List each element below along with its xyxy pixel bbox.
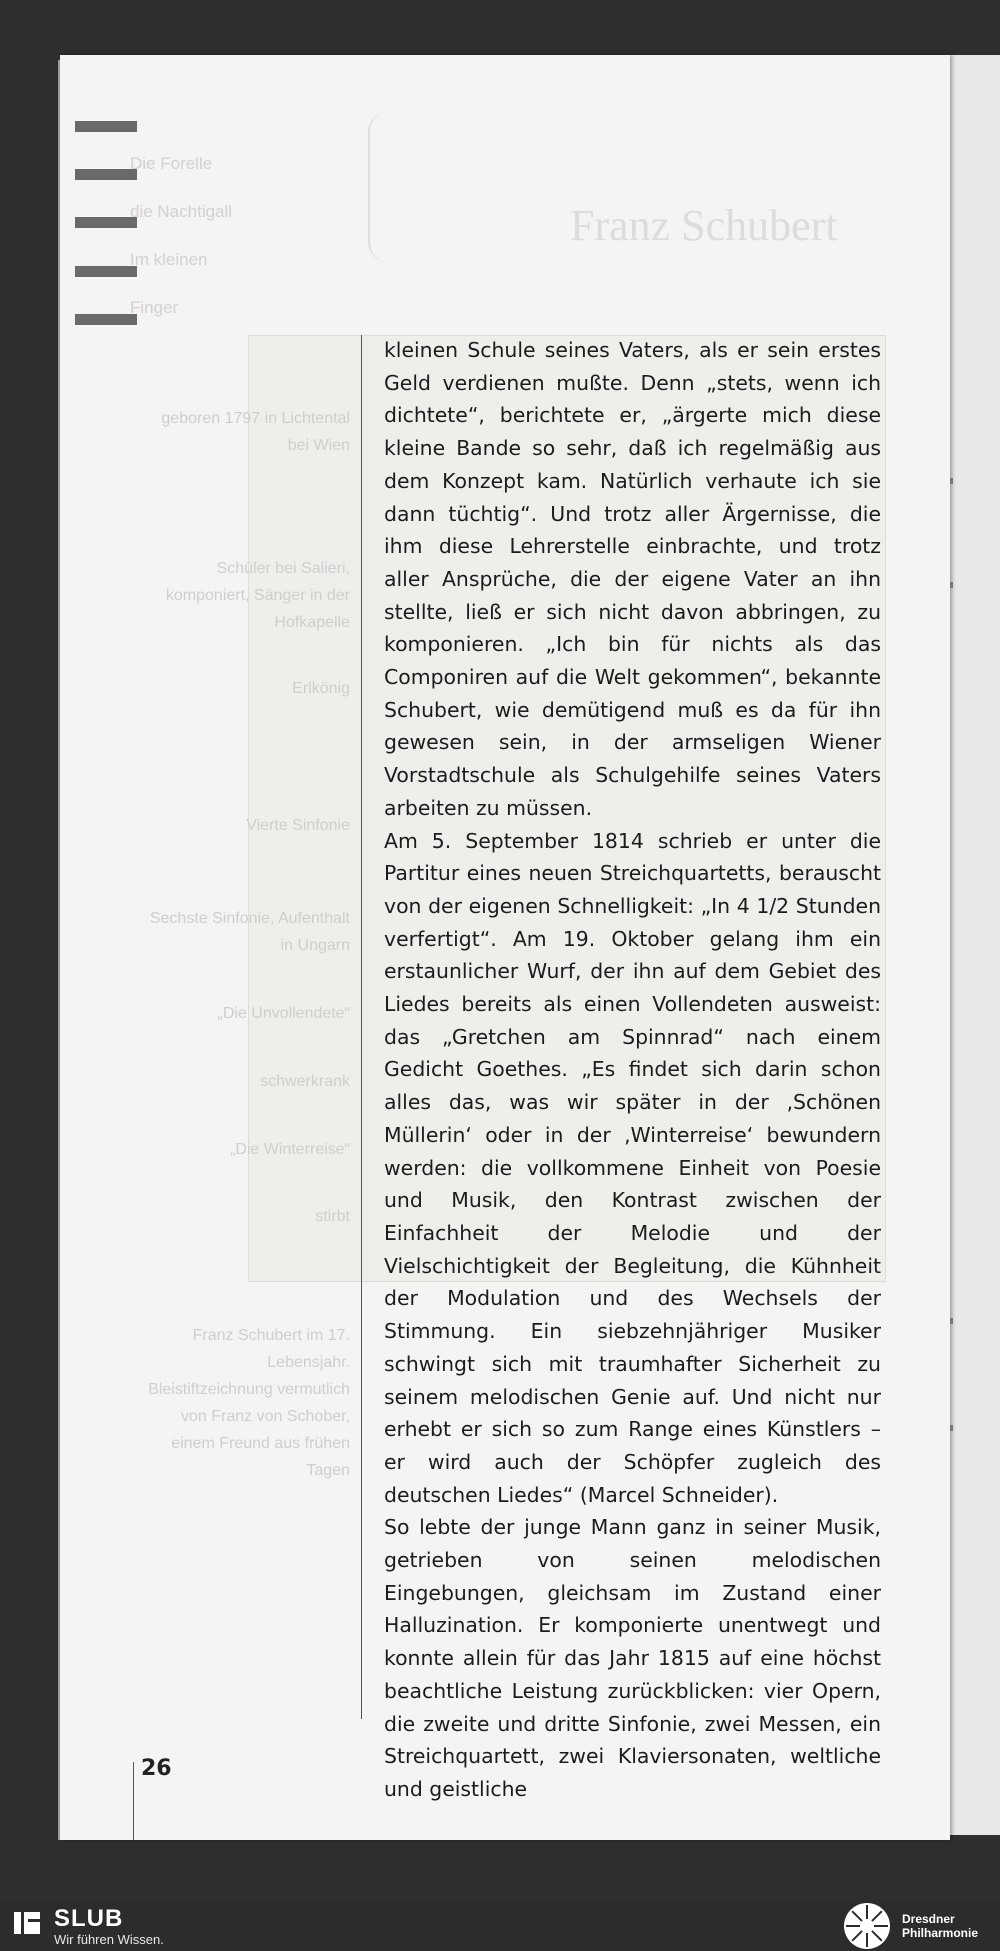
- binding-tab: [75, 217, 137, 228]
- showthrough-list-item: die Nachtigall: [130, 202, 233, 221]
- page-left-edge: [58, 60, 60, 1840]
- showthrough-note: Vierte Sinfonie: [246, 817, 350, 834]
- paragraph: So lebte der junge Mann ganz in seiner Musik, getrieben von seinen melodischen Eingebungen, gleichsam im Zustand einer Halluzination. Er komponierte unentwegt und konnte allein für das Jahr 1815 auf eine höchst beachtliche Leistung zurückblicken: vier Opern, die zweite und dritte Sinfonie, zwei Messen, ein Streichquartett, zwei Klaviersonaten, weltliche und geistliche: [384, 1515, 881, 1801]
- paragraph: Am 5. September 1814 schrieb er unter die Partitur eines neuen Streichquartetts, berauscht von der eigenen Schnelligkeit: „In 4 1/2 Stunden verfertigt“. Am 19. Oktober gelang ihm ein erstaunlicher Wurf, der ihn auf dem Gebiet des Liedes bereits als einen Vollendeten ausweist: das „Gretchen am Spinnrad“ nach einem Gedicht Goethes. „Es findet sich darin schon alles das, was wir später in der ‚Schönen Müllerin‘ oder in der ‚Winterreise‘ bewundern werden: die vollkommene Einheit von Poesie und Musik, den Kontrast zwischen der Einfachheit der Melodie und der Vielschichtigkeit der Begleitung, die Kühnheit der Modulation und des Wechsels der Stimmung. Ein siebzehnjähriger Musiker schwingt sich mit traumhafter Sicherheit zu seinem melodischen Genie auf. Und nicht nur erhebt er sich so zum Range eines Künstlers – er wird auch der Schöpfer zugleich des deutschen Liedes“ (Marcel Schneider).: [384, 828, 881, 1507]
- slub-logo-icon: [12, 1908, 42, 1938]
- brand-line: Philharmonie: [902, 1926, 979, 1940]
- showthrough-list-item: Die Forelle: [130, 154, 213, 173]
- showthrough-list-item: Finger: [130, 298, 179, 317]
- brand-line: Dresdner: [902, 1912, 955, 1926]
- slub-brand[interactable]: SLUB: [54, 1905, 124, 1932]
- page-number: 26: [141, 1756, 172, 1781]
- binding-tab: [75, 314, 137, 325]
- showthrough-caption: Franz Schubert im 17. Lebensjahr. Bleistiftzeichnung vermutlich von Franz von Schober, einem Freund aus frühen Tagen: [148, 1327, 350, 1479]
- showthrough-note: Schüler bei Salieri, komponiert, Sänger in der Hofkapelle: [165, 560, 350, 631]
- showthrough-list-item: Im kleinen: [130, 250, 208, 269]
- edge-mark: [950, 1425, 953, 1431]
- showthrough-note: Sechste Sinfonie, Aufenthalt in Ungarn: [149, 910, 350, 954]
- showthrough-note: Erlkönig: [292, 680, 350, 697]
- column-rule: [361, 335, 362, 1719]
- edge-mark: [950, 478, 953, 484]
- edge-mark: [950, 582, 953, 588]
- showthrough-note: stirbt: [315, 1208, 350, 1225]
- binding-tab: [75, 266, 137, 277]
- paragraph: kleinen Schule seines Vaters, als er sein erstes Geld verdienen mußte. Denn „stets, wenn ich dichtete“, berichtete er, „ärgerte mich diese kleine Bande so sehr, daß ich regelmäßig aus dem Konzept kam. Natürlich verhaute ich sie dann tüchtig“. Und trotz aller Ärgernisse, die ihm diese Lehrerstelle einbrachte, und trotz aller Ansprüche, die der eigene Vater an ihn stellte, ließ er sich nicht davon abbringen, zu komponieren. „Ich bin für nichts als das Componiren auf die Welt gekommen“, bekannte Schubert, wie demütigend muß es da für ihn gewesen sein, in der armseligen Wiener Vorstadtschule als Schulgehilfe seines Vaters arbeiten zu müssen.: [384, 338, 881, 820]
- slub-tagline: Wir führen Wissen.: [54, 1932, 164, 1947]
- showthrough-ornament: [368, 112, 400, 262]
- showthrough-list: [130, 140, 232, 332]
- footer-rule: [133, 1762, 134, 1840]
- dresdner-philharmonie-logo-icon: [842, 1901, 892, 1951]
- body-text: [384, 334, 881, 1806]
- binding-tab: [75, 169, 137, 180]
- binding-tab: [75, 121, 137, 132]
- showthrough-note: schwerkrank: [260, 1073, 350, 1090]
- showthrough-title: Franz Schubert: [570, 201, 838, 250]
- edge-mark: [950, 1318, 953, 1324]
- showthrough-note: „Die Unvollendete“: [217, 1005, 350, 1022]
- showthrough-note: geboren 1797 in Lichtental bei Wien: [161, 410, 350, 454]
- showthrough-note: „Die Winterreise“: [229, 1141, 350, 1158]
- dresdner-philharmonie-brand[interactable]: [902, 1912, 978, 1940]
